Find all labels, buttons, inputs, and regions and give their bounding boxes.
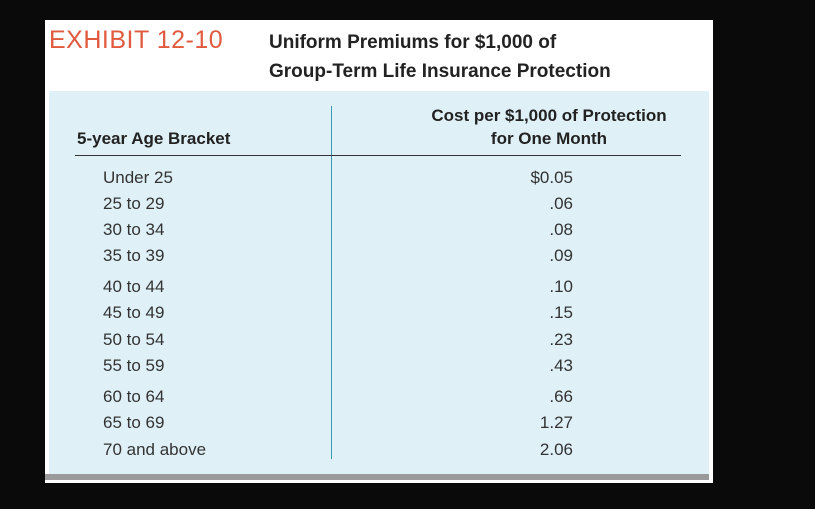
cost-cell: .23 xyxy=(549,330,573,349)
cost-cell: .09 xyxy=(549,246,573,265)
age-cell: 25 to 29 xyxy=(103,194,165,213)
table-row xyxy=(49,387,709,409)
age-cell: 60 to 64 xyxy=(103,387,165,406)
exhibit-title-line2: Group-Term Life Insurance Protection xyxy=(269,61,611,82)
age-cell: 35 to 39 xyxy=(103,246,165,265)
bottom-bar xyxy=(45,474,709,480)
cost-cell: .15 xyxy=(549,303,573,322)
column-header-age: 5-year Age Bracket xyxy=(77,129,231,148)
header-rule xyxy=(75,155,681,156)
table-row xyxy=(49,246,709,268)
age-cell: 65 to 69 xyxy=(103,413,165,432)
age-cell: 50 to 54 xyxy=(103,330,165,349)
cost-cell: 2.06 xyxy=(539,440,573,459)
table-row xyxy=(49,303,709,325)
age-cell: 40 to 44 xyxy=(103,277,165,296)
cost-cell: .43 xyxy=(549,356,573,375)
table-row xyxy=(49,277,709,299)
table-panel xyxy=(49,91,709,474)
table-row xyxy=(49,413,709,435)
age-cell: 45 to 49 xyxy=(103,303,165,322)
column-header-cost-line2: for One Month xyxy=(490,129,608,148)
table-row xyxy=(49,440,709,462)
age-cell: 30 to 34 xyxy=(103,220,165,239)
cost-cell: .10 xyxy=(549,277,573,296)
cost-cell: .08 xyxy=(549,220,573,239)
exhibit-title xyxy=(269,28,709,86)
exhibit-label: EXHIBIT 12-10 xyxy=(49,26,224,54)
column-header-cost xyxy=(409,104,689,150)
age-cell: 70 and above xyxy=(103,440,207,459)
cost-cell: .06 xyxy=(549,194,573,213)
exhibit xyxy=(45,20,713,483)
table-row xyxy=(49,356,709,378)
age-cell: 55 to 59 xyxy=(103,356,165,375)
age-cell: Under 25 xyxy=(103,168,173,187)
cost-cell: 1.27 xyxy=(539,413,573,432)
cost-cell: .66 xyxy=(549,387,573,406)
table-row xyxy=(49,168,709,190)
table-row xyxy=(49,194,709,216)
exhibit-title-line1: Uniform Premiums for $1,000 of xyxy=(269,32,557,53)
table-row xyxy=(49,220,709,242)
column-header-cost-line1: Cost per $1,000 of Protection xyxy=(431,106,667,125)
cost-cell: $0.05 xyxy=(530,168,573,187)
table-row xyxy=(49,330,709,352)
